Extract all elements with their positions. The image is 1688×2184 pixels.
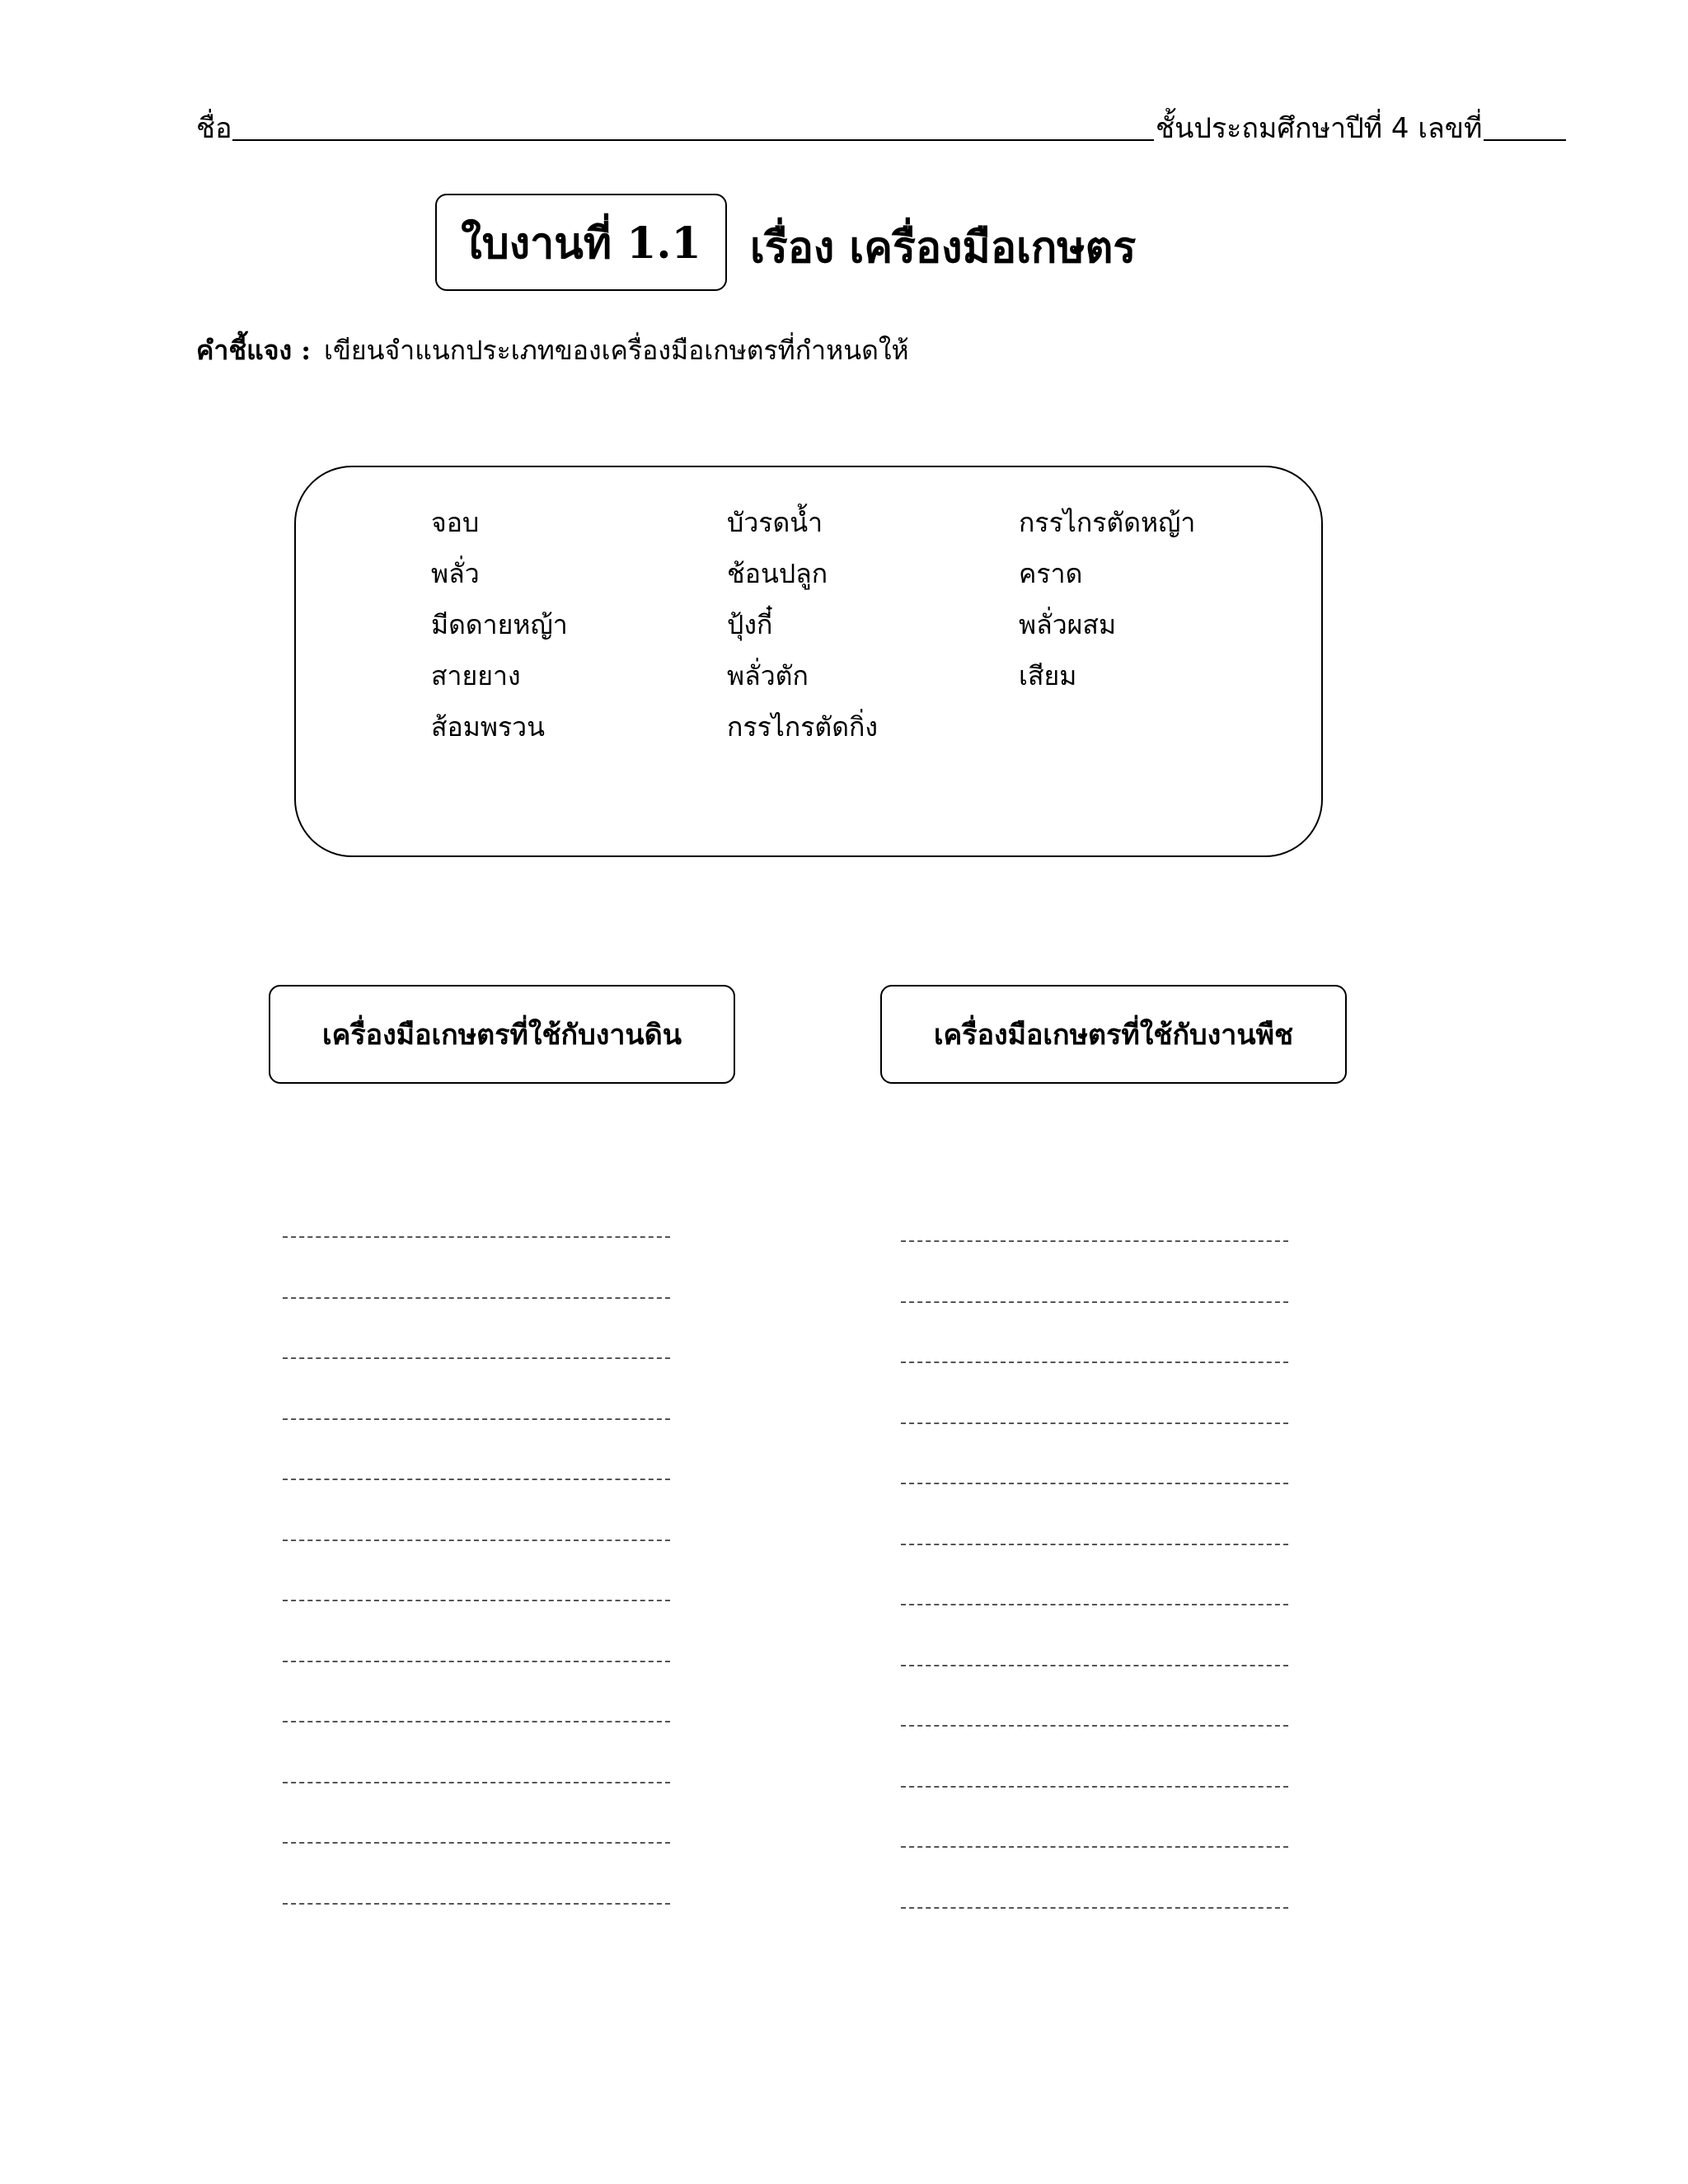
category-plant-label: เครื่องมือเกษตรที่ใช้กับงานพืช (933, 1019, 1294, 1052)
word-item: คราด (1019, 558, 1083, 589)
word-item: พลั่ว (431, 558, 480, 589)
instruction-text: เขียนจำแนกประเภทของเครื่องมือเกษตรที่กำหนดให้ (324, 335, 909, 366)
word-item: สายยาง (431, 660, 521, 691)
soil-answer-line[interactable] (283, 1479, 670, 1480)
category-soil-box (269, 985, 735, 1084)
plant-answer-line[interactable] (901, 1422, 1288, 1424)
plant-answer-line[interactable] (901, 1846, 1288, 1848)
category-plant-box (880, 985, 1347, 1084)
soil-answer-line[interactable] (283, 1903, 670, 1905)
word-item: ส้อมพรวน (431, 711, 545, 743)
category-soil-label: เครื่องมือเกษตรที่ใช้กับงานดิน (322, 1019, 682, 1052)
plant-answer-line[interactable] (901, 1907, 1288, 1909)
plant-answer-line[interactable] (901, 1725, 1288, 1727)
soil-answer-line[interactable] (283, 1236, 670, 1238)
plant-answer-line[interactable] (901, 1483, 1288, 1484)
plant-answer-line[interactable] (901, 1301, 1288, 1303)
worksheet-title-box (435, 194, 727, 291)
word-item: กรรไกรตัดกิ่ง (727, 711, 878, 743)
number-blank-line[interactable] (1484, 139, 1566, 141)
plant-answer-line[interactable] (901, 1665, 1288, 1666)
word-bank-box (294, 466, 1323, 857)
word-item: ช้อนปลูก (727, 558, 828, 589)
instruction (196, 330, 909, 372)
worksheet-subject: เรื่อง เครื่องมือเกษตร (750, 223, 1137, 273)
soil-answer-line[interactable] (283, 1540, 670, 1541)
plant-answer-line[interactable] (901, 1240, 1288, 1242)
name-blank-line[interactable] (232, 139, 1154, 141)
word-item: ปุ้งกี๋ (727, 609, 773, 640)
word-item: บัวรดน้ำ (727, 507, 823, 538)
soil-answer-line[interactable] (283, 1297, 670, 1299)
soil-answer-line[interactable] (283, 1418, 670, 1420)
word-item: มีดดายหญ้า (431, 609, 568, 640)
instruction-label: คำชี้แจง : (196, 335, 312, 366)
soil-answer-line[interactable] (283, 1842, 670, 1844)
plant-answer-line[interactable] (901, 1604, 1288, 1605)
soil-answer-line[interactable] (283, 1721, 670, 1722)
word-item: กรรไกรตัดหญ้า (1019, 507, 1196, 538)
plant-answer-line[interactable] (901, 1544, 1288, 1545)
soil-answer-line[interactable] (283, 1782, 670, 1783)
soil-answer-line[interactable] (283, 1661, 670, 1662)
word-item: จอบ (431, 507, 480, 538)
name-label: ชื่อ (196, 112, 232, 145)
word-item: เสียม (1019, 660, 1077, 691)
class-label: ชั้นประถมศึกษาปีที่ 4 เลขที่ (1156, 112, 1483, 145)
soil-answer-line[interactable] (283, 1600, 670, 1601)
word-item: พลั่วผสม (1019, 609, 1117, 640)
word-item: พลั่วตัก (727, 660, 809, 691)
worksheet-label: ใบงานที่ 1.1 (461, 218, 701, 269)
soil-answer-line[interactable] (283, 1357, 670, 1359)
plant-answer-line[interactable] (901, 1786, 1288, 1788)
plant-answer-line[interactable] (901, 1361, 1288, 1363)
